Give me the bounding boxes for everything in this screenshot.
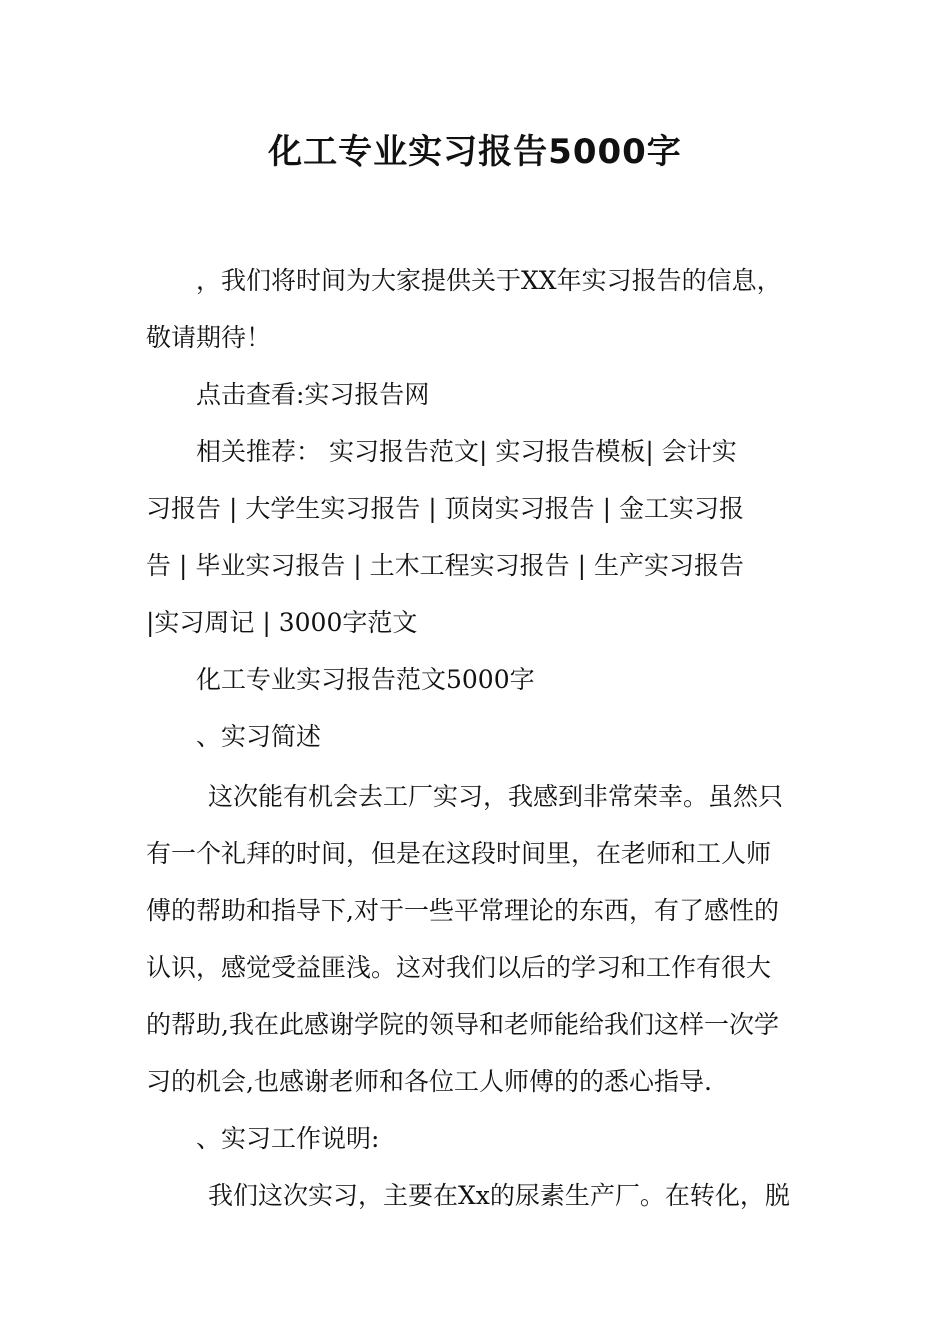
intro-line-1: ，我们将时间为大家提供关于XX年实习报告的信息，	[196, 266, 782, 295]
section1-heading: 、实习简述	[196, 722, 322, 751]
subtitle: 化工专业实习报告范文5000字	[196, 665, 535, 694]
related-line-4[interactable]: |实习周记 | 3000字范文	[146, 608, 418, 637]
section1-line: 有一个礼拜的时间，但是在这段时间里，在老师和工人师	[146, 839, 772, 868]
section1-line: 习的机会,也感谢老师和各位工人师傅的的悉心指导.	[146, 1067, 712, 1096]
section2-heading: 、实习工作说明:	[196, 1124, 380, 1153]
related-line-1[interactable]: 相关推荐： 实习报告范文| 实习报告模板| 会计实	[196, 437, 737, 466]
related-line-3[interactable]: 告 | 毕业实习报告 | 土木工程实习报告 | 生产实习报告	[146, 551, 744, 580]
page-title: 化工专业实习报告5000字	[268, 132, 682, 172]
click-view-link[interactable]: 点击查看:实习报告网	[196, 380, 430, 409]
section1-line: 这次能有机会去工厂实习，我感到非常荣幸。虽然只	[208, 782, 784, 811]
section1-line: 的帮助,我在此感谢学院的领导和老师能给我们这样一次学	[146, 1010, 779, 1039]
related-line-2[interactable]: 习报告 | 大学生实习报告 | 顶岗实习报告 | 金工实习报	[146, 494, 744, 523]
section1-line: 傅的帮助和指导下,对于一些平常理论的东西，有了感性的	[146, 896, 779, 925]
intro-line-2: 敬请期待！	[146, 323, 272, 352]
section1-line: 认识，感觉受益匪浅。这对我们以后的学习和工作有很大	[146, 953, 772, 982]
section2-line: 我们这次实习，主要在Xx的尿素生产厂。在转化，脱	[208, 1181, 790, 1210]
